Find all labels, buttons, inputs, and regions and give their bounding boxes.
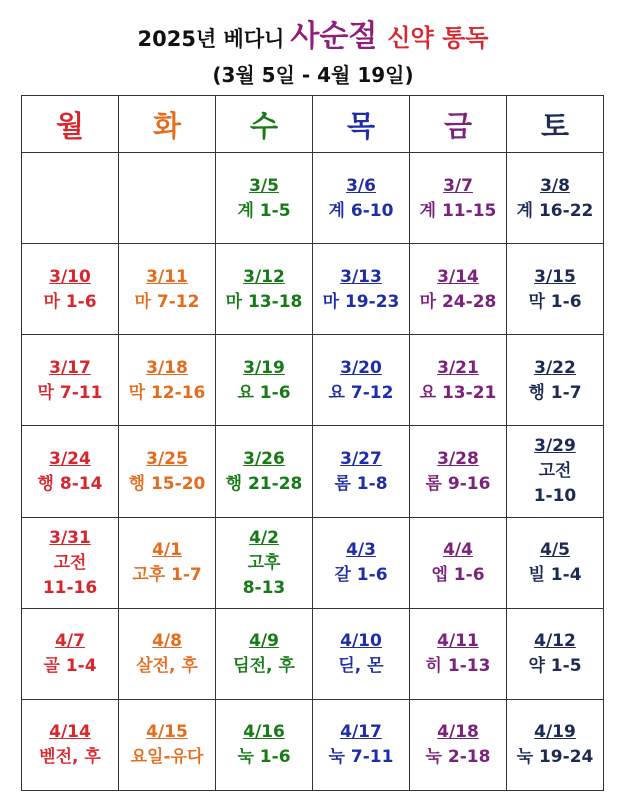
- cell-date: 3/24: [49, 448, 91, 469]
- day-cell: [22, 426, 119, 517]
- day-cell: [119, 426, 216, 517]
- weekday-tue: 화: [119, 96, 216, 153]
- cell-reading: 행 21-28: [225, 473, 303, 494]
- cell-reading: 행 8-14: [37, 473, 103, 494]
- cell-reading: 딛, 몬: [338, 656, 384, 677]
- day-cell: [507, 426, 604, 517]
- day-cell: [216, 699, 313, 790]
- cell-reading-continued: 8-13: [242, 577, 286, 598]
- page-title: [0, 14, 626, 64]
- day-cell: [216, 517, 313, 608]
- day-cell: [119, 153, 216, 244]
- day-cell: [410, 517, 507, 608]
- day-cell: [313, 608, 410, 699]
- cell-date: 4/11: [437, 631, 479, 652]
- day-cell: [507, 517, 604, 608]
- day-cell: [313, 699, 410, 790]
- cell-reading: 요일-유다: [130, 747, 204, 768]
- cell-reading: 요 13-21: [419, 382, 497, 403]
- day-cell: [410, 699, 507, 790]
- day-cell: [410, 244, 507, 335]
- cell-date: 4/15: [146, 722, 188, 743]
- cell-reading: 눅 1-6: [237, 747, 291, 768]
- day-cell: [313, 244, 410, 335]
- cell-reading: 눅 7-11: [328, 747, 394, 768]
- date-range-subtitle: (3월 5일 - 4월 19일): [212, 63, 414, 87]
- cell-date: 4/17: [340, 722, 382, 743]
- day-cell: [507, 153, 604, 244]
- cell-reading: 살전, 후: [136, 656, 198, 677]
- day-cell: [216, 608, 313, 699]
- cell-reading: 약 1-5: [528, 656, 582, 677]
- cell-reading: 막 12-16: [128, 382, 206, 403]
- reading-calendar: [21, 95, 604, 791]
- day-cell: [119, 608, 216, 699]
- cell-reading: 행 15-20: [128, 473, 206, 494]
- cell-date: 4/16: [243, 722, 285, 743]
- cell-date: 3/14: [437, 266, 479, 287]
- day-cell: [22, 699, 119, 790]
- day-cell: [119, 699, 216, 790]
- day-cell: [507, 699, 604, 790]
- cell-reading: 벧전, 후: [39, 747, 101, 768]
- cell-reading-continued: 1-10: [533, 486, 577, 507]
- cell-reading: 마 24-28: [419, 291, 497, 312]
- weekday-thu: 목: [313, 96, 410, 153]
- day-cell: [313, 335, 410, 426]
- cell-date: 3/26: [243, 448, 285, 469]
- week-row: [22, 335, 604, 426]
- week-row: [22, 153, 604, 244]
- cell-date: 4/3: [346, 540, 376, 561]
- cell-date: 3/8: [540, 175, 570, 196]
- cell-reading: 마 7-12: [134, 291, 200, 312]
- title-prefix: 2025년 베다니: [137, 27, 285, 51]
- cell-date: 3/25: [146, 448, 188, 469]
- cell-date: 4/14: [49, 722, 91, 743]
- calendar-body: [22, 153, 604, 791]
- cell-reading: 갈 1-6: [334, 565, 388, 586]
- cell-reading: 롬 1-8: [334, 473, 388, 494]
- cell-date: 3/11: [146, 266, 188, 287]
- cell-reading: 골 1-4: [43, 656, 97, 677]
- cell-date: 4/7: [55, 631, 85, 652]
- title-main: 사순절: [290, 19, 378, 54]
- cell-date: 3/19: [243, 357, 285, 378]
- cell-reading: 히 1-13: [425, 656, 491, 677]
- cell-reading: 계 11-15: [419, 200, 497, 221]
- cell-reading: 요 1-6: [237, 382, 291, 403]
- cell-reading: 계 1-5: [237, 200, 291, 221]
- day-cell: [119, 335, 216, 426]
- day-cell: [216, 426, 313, 517]
- cell-reading: 마 13-18: [225, 291, 303, 312]
- day-cell: [22, 335, 119, 426]
- weekday-fri: 금: [410, 96, 507, 153]
- day-cell: [119, 244, 216, 335]
- week-row: [22, 517, 604, 608]
- cell-date: 3/17: [49, 357, 91, 378]
- cell-date: 4/18: [437, 722, 479, 743]
- week-row: [22, 244, 604, 335]
- cell-reading: 마 19-23: [322, 291, 400, 312]
- day-cell: [410, 153, 507, 244]
- cell-reading: 행 1-7: [528, 382, 582, 403]
- day-cell: [22, 244, 119, 335]
- day-cell: [410, 608, 507, 699]
- day-cell: [216, 244, 313, 335]
- cell-date: 3/12: [243, 266, 285, 287]
- cell-date: 3/22: [534, 357, 576, 378]
- weekday-sat: 토: [507, 96, 604, 153]
- cell-reading: 고후 1-7: [132, 565, 202, 586]
- cell-date: 3/15: [534, 266, 576, 287]
- week-row: [22, 608, 604, 699]
- cell-reading: 빌 1-4: [528, 565, 582, 586]
- cell-date: 3/6: [346, 175, 376, 196]
- cell-date: 4/1: [152, 540, 182, 561]
- day-cell: [22, 517, 119, 608]
- day-cell: [216, 153, 313, 244]
- cell-reading: 마 1-6: [43, 291, 97, 312]
- cell-reading: 계 6-10: [328, 200, 394, 221]
- cell-reading: 고전: [53, 552, 87, 573]
- cell-date: 3/13: [340, 266, 382, 287]
- cell-reading: 롬 9-16: [425, 473, 491, 494]
- weekday-header-row: [22, 96, 604, 153]
- cell-date: 3/7: [443, 175, 473, 196]
- cell-reading: 눅 19-24: [516, 747, 594, 768]
- cell-reading: 막 1-6: [528, 291, 582, 312]
- cell-date: 3/20: [340, 357, 382, 378]
- day-cell: [507, 608, 604, 699]
- cell-reading: 고전: [538, 461, 572, 482]
- day-cell: [507, 335, 604, 426]
- cell-reading: 고후: [247, 552, 281, 573]
- cell-date: 4/5: [540, 540, 570, 561]
- cell-date: 3/28: [437, 448, 479, 469]
- day-cell: [313, 426, 410, 517]
- week-row: [22, 426, 604, 517]
- day-cell: [313, 517, 410, 608]
- cell-date: 3/21: [437, 357, 479, 378]
- cell-date: 3/29: [534, 436, 576, 457]
- cell-date: 3/18: [146, 357, 188, 378]
- day-cell: [507, 244, 604, 335]
- cell-date: 4/12: [534, 631, 576, 652]
- day-cell: [22, 608, 119, 699]
- day-cell: [410, 426, 507, 517]
- cell-date: 4/8: [152, 631, 182, 652]
- cell-reading: 딤전, 후: [233, 656, 295, 677]
- cell-date: 4/4: [443, 540, 473, 561]
- cell-date: 4/2: [249, 527, 279, 548]
- day-cell: [216, 335, 313, 426]
- cell-date: 3/31: [49, 527, 91, 548]
- cell-date: 4/19: [534, 722, 576, 743]
- cell-reading: 요 7-12: [328, 382, 394, 403]
- cell-date: 3/10: [49, 266, 91, 287]
- cell-reading: 엡 1-6: [431, 565, 485, 586]
- day-cell: [313, 153, 410, 244]
- cell-date: 3/5: [249, 175, 279, 196]
- cell-date: 4/10: [340, 631, 382, 652]
- day-cell: [22, 153, 119, 244]
- weekday-mon: 월: [22, 96, 119, 153]
- cell-reading: 계 16-22: [516, 200, 594, 221]
- cell-reading: 눅 2-18: [425, 747, 491, 768]
- week-row: [22, 699, 604, 790]
- cell-date: 3/27: [340, 448, 382, 469]
- cell-reading-continued: 11-16: [42, 577, 98, 598]
- cell-reading: 막 7-11: [37, 382, 103, 403]
- day-cell: [410, 335, 507, 426]
- weekday-wed: 수: [216, 96, 313, 153]
- cell-date: 4/9: [249, 631, 279, 652]
- day-cell: [119, 517, 216, 608]
- title-suffix: 신약 통독: [387, 24, 489, 52]
